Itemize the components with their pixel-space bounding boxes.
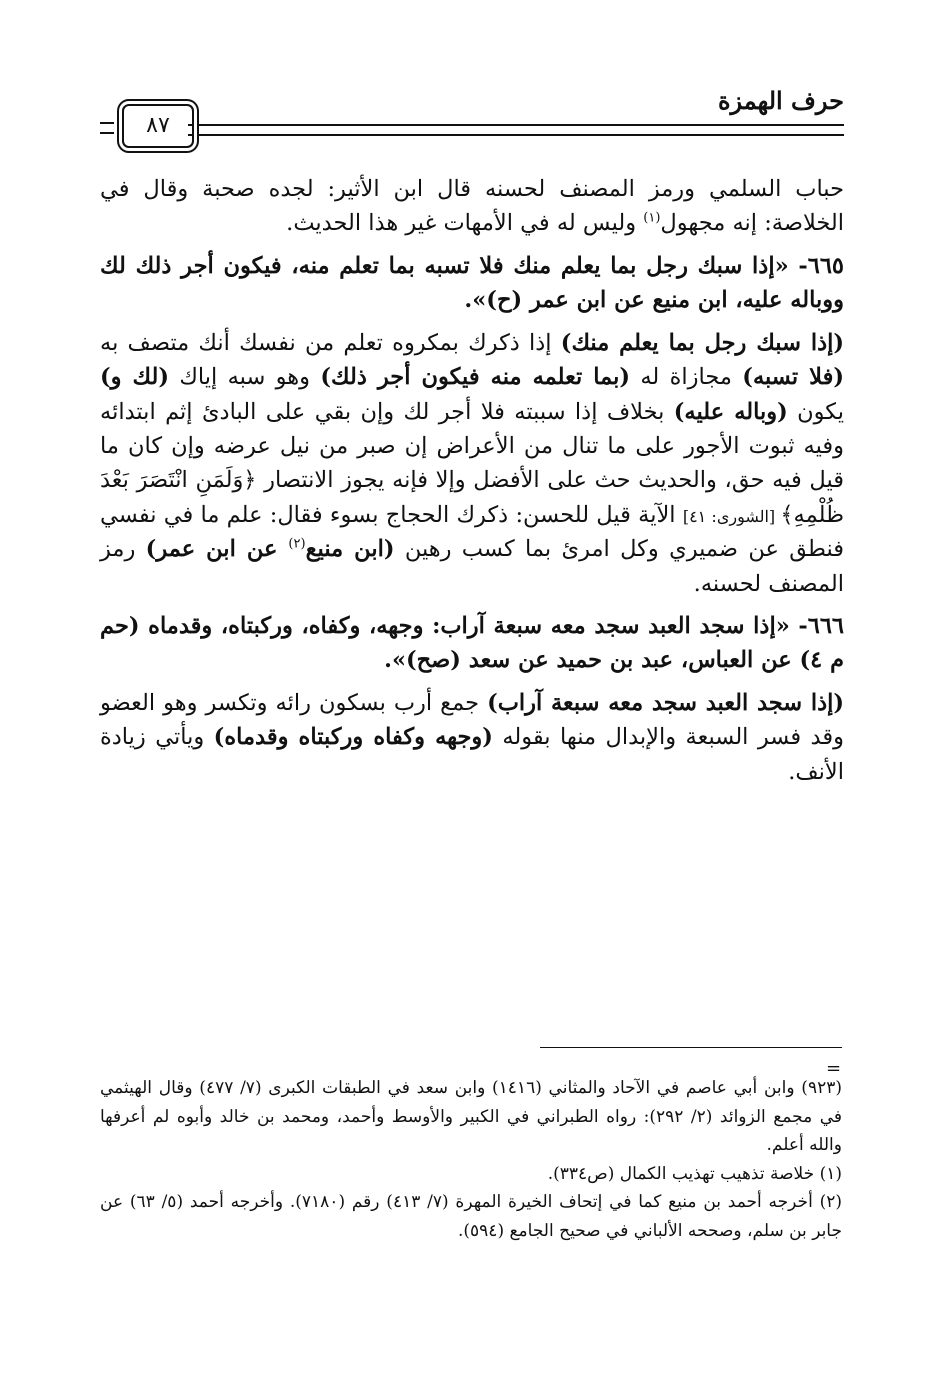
footnote-ref-1: (١) [643, 210, 661, 226]
header-double-rule [188, 124, 844, 136]
commentary-665: (إذا سبك رجل بما يعلم منك) إذا ذكرك بمكروه تعلم من نفسك أنك متصف به (فلا تسبه) مجازاة له (بما تعلمه منه فيكون أجر ذلك) وهو سبه إياك (لك و) يكون (وباله عليه) بخلاف إذا سببته فلا أجر لك وإن بقي على البادئ إثم ابتدائه وفيه ثبوت الأجور على ما تنال من الأعراض إن صبر من نيل عرضه وإن كان ما قيل فيه حق، والحديث حث على الأفضل وإلا فإنه يجوز الانتصار ﴿وَلَمَنِ انْتَصَرَ بَعْدَ ظُلْمِهِ﴾ [الشورى: ٤١] الآية قيل للحسن: ذكرك الحجاج بسوء فقال: علم ما في نفسي فنطق عن ضميري وكل امرئ بما كسب رهين (ابن منيع$^{(٢)}$ عن ابن عمر) رمز المصنف لحسنه. [100, 329, 845, 597]
hadith-666 [100, 609, 844, 678]
page-number: ٨٧ [146, 113, 170, 138]
hadith-number-666: ٦٦٦- [789, 613, 844, 640]
footnote-separator [540, 1047, 842, 1048]
footnote-1: (١) خلاصة تذهيب تهذيب الكمال (ص٣٣٤). [547, 1163, 842, 1184]
footnote-2: (٢) أخرجه أحمد بن منيع كما في إتحاف الخيرة المهرة (٧/ ٤١٣) رقم (٧١٨٠). وأخرجه أحمد (٥/ ٦٣) عن جابر بن سلم، وصححه الألباني في صحيح الجامع (٥٩٤). [100, 1192, 842, 1241]
footnote-continued: (٩٢٣) وابن أبي عاصم في الآحاد والمثاني (١٤١٦) وابن سعد في الطبقات الكبرى (٧/ ٤٧٧) وقال الهيثمي في مجمع الزوائد (٢/ ٢٩٢): رواه الطبراني في الكبير والأوسط وأحمد، ومحمد بن خالد وأبوه لم أعرفها والله أعلم. [100, 1078, 842, 1156]
footnotes [100, 1074, 842, 1245]
running-title: حرف الهمزة [717, 86, 844, 115]
page-number-box [122, 104, 194, 148]
footnote-ref-2: (٢) [288, 536, 306, 552]
commentary-666: (إذا سجد العبد سجد معه سبعة آراب) جمع أرب بسكون رائه وتكسر وهو العضو وقد فسر السبعة والإبدال منها بقوله (وجهه وكفاه وركبتاه وقدماه) ويأتي زيادة الأنف. [100, 689, 845, 785]
header-left-tick [100, 122, 114, 134]
quran-reference: [الشورى: ٤١] [682, 506, 781, 526]
footnote-continuation-mark: = [826, 1058, 842, 1079]
hadith-665 [100, 249, 844, 318]
hadith-number-665: ٦٦٥- [788, 252, 845, 279]
hadith-text-665: «إذا سبك رجل بما يعلم منك فلا تسبه بما تعلم منه، فيكون أجر ذلك لك ووباله عليه، ابن منيع عن ابن عمر (ح)». [100, 252, 844, 314]
main-text [100, 172, 844, 797]
paragraph-intro: حباب السلمي ورمز المصنف لحسنه قال ابن الأثير: لجده صحبة وقال في الخلاصة: إنه مجهول$^{(١)}$ وليس له في الأمهات غير هذا الحديث. [100, 176, 844, 237]
hadith-text-666: «إذا سجد العبد سجد معه سبعة آراب: وجهه، وكفاه، وركبتاه، وقدماه (حم م ٤) عن العباس، عبد بن حميد عن سعد (صح)». [100, 613, 844, 674]
quran-quote: ﴿وَلَمَنِ انْتَصَرَ بَعْدَ ظُلْمِهِ﴾ [100, 467, 844, 528]
